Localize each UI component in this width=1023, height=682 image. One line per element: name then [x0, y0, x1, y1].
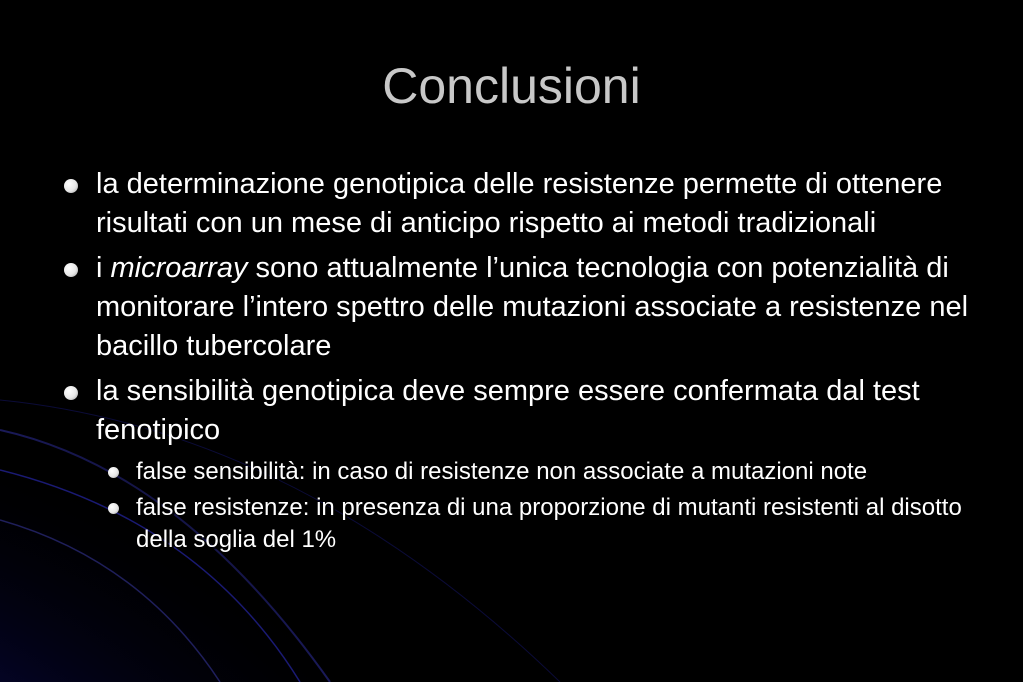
- bullet-text-suffix: sono attualmente l’unica tecnologia con potenzialità di monitorare l’intero spettro delle mutazioni associate a resistenze nel bacillo tubercolare: [96, 252, 969, 362]
- bullet-list: [60, 165, 980, 560]
- slide-title: Conclusioni: [382, 58, 641, 114]
- bullet-dot-icon: [64, 179, 78, 193]
- sub-bullet-text: false sensibilità: in caso di resistenze non associate a mutazioni note: [136, 458, 868, 485]
- bullet-dot-icon: [64, 386, 78, 400]
- bullet-text-prefix: i: [96, 252, 111, 284]
- sub-list-item: [96, 492, 980, 556]
- bullet-text: la determinazione genotipica delle resistenze permette di ottenere risultati con un mese di anticipo rispetto ai metodi tradizionali: [96, 168, 943, 239]
- bullet-text-italic: microarray: [110, 252, 248, 284]
- list-item: [60, 249, 980, 366]
- sub-bullet-text: false resistenze: in presenza di una proporzione di mutanti resistenti al disotto della soglia del 1%: [136, 494, 962, 553]
- sub-bullet-dot-icon: [108, 503, 119, 514]
- sub-bullet-dot-icon: [108, 467, 119, 478]
- list-item: [60, 165, 980, 243]
- sub-list-item: [96, 456, 980, 488]
- list-item: [60, 372, 980, 450]
- bullet-text: la sensibilità genotipica deve sempre essere confermata dal test fenotipico: [96, 375, 920, 446]
- bullet-dot-icon: [64, 263, 78, 277]
